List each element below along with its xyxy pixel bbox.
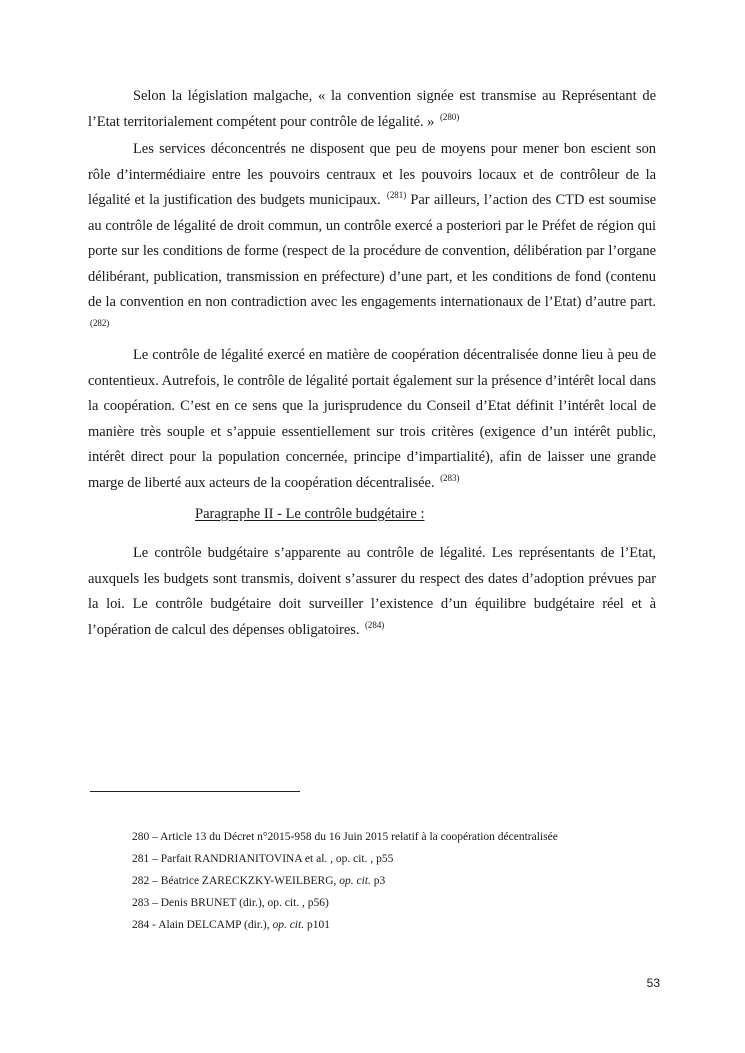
footnote-280 <box>132 826 672 848</box>
footnote-284 <box>132 914 672 936</box>
footnote-text: 284 - Alain DELCAMP (dir.), <box>132 919 273 931</box>
footnote-text: 282 – Béatrice ZARECKZKY-WEILBERG, <box>132 875 340 887</box>
paragraph-4 <box>88 541 656 643</box>
footnote-italic: op. cit. <box>339 875 371 887</box>
footnote-page: p101 <box>304 919 330 931</box>
footnote-ref-282: (282) <box>90 317 110 328</box>
footnote-ref-281: (281) <box>386 190 407 200</box>
paragraph-1 <box>88 84 656 135</box>
footnote-text: 280 – Article 13 du Décret n°2015-958 du 16 Juin 2015 relatif à la coopération décentralisée <box>132 831 558 843</box>
body-text <box>88 84 656 643</box>
footnotes-list <box>132 826 672 936</box>
footnote-ref-284: (284) <box>364 619 385 630</box>
footnote-text: 283 – Denis BRUNET (dir.), op. cit. , p56) <box>132 897 329 909</box>
footnote-page: p3 <box>370 875 386 887</box>
page-number: 53 <box>646 976 660 990</box>
footnote-283 <box>132 892 672 914</box>
paragraph-text: Le contrôle budgétaire s’apparente au contrôle de légalité. Les représentants de l’Etat, auxquels les budgets sont transmis, doivent s’assurer du respect des dates d’adoption prévues par la loi. Le contrôle budgétaire doit surveiller l’existence d’un équilibre budgétaire réel et à l’opération de calcul des dépenses obligatoires. <box>88 545 656 638</box>
footnote-separator <box>90 791 300 792</box>
paragraph-3 <box>88 343 656 496</box>
paragraph-text: Le contrôle de légalité exercé en matière de coopération décentralisée donne lieu à peu de contentieux. Autrefois, le contrôle de légalité portait également sur la présence d’intérêt local dans la coopération. C’est en ce sens que la jurisprudence du Conseil d’Etat définit l’intérêt local de manière très souple et s’appuie essentiellement sur trois critères (exigence d’un intérêt public, intérêt direct pour la population concernée, principe d’impartialité), afin de laisser une grande marge de liberté aux acteurs de la coopération décentralisée. <box>88 347 656 491</box>
paragraph-2 <box>88 137 656 341</box>
footnote-282 <box>132 870 672 892</box>
footnote-ref-280: (280) <box>439 111 460 122</box>
paragraph-text: Les services déconcentrés ne disposent que peu de moyens pour mener bon escient son rôle d’intermédiaire entre les pouvoirs centraux et les pouvoirs locaux et de contrôleur de la légalité et la justification des budgets municipaux. <box>88 141 656 208</box>
paragraph-text: Selon la législation malgache, « la convention signée est transmise au Représentant de l’Etat territorialement compétent pour contrôle de légalité. » <box>88 88 656 130</box>
footnote-italic: op. cit. <box>272 919 305 931</box>
footnote-text: 281 – Parfait RANDRIANITOVINA et al. , op. cit. , p55 <box>132 853 394 865</box>
footnote-281 <box>132 848 672 870</box>
section-heading: Paragraphe II - Le contrôle budgétaire : <box>195 506 425 522</box>
paragraph-text-continued: Par ailleurs, l’action des CTD est soumise au contrôle de légalité de droit commun, un contrôle exercé a posteriori par le Préfet de région qui porte sur les conditions de forme (respect de la procédure de convention, délibération par l’organe délibérant, publication, transmission en préfecture) d’une part, et les conditions de fond (contenu de la convention en non contradiction avec les engagements internationaux de l’Etat) d’autre part. <box>88 192 657 310</box>
footnote-ref-283: (283) <box>440 472 460 483</box>
